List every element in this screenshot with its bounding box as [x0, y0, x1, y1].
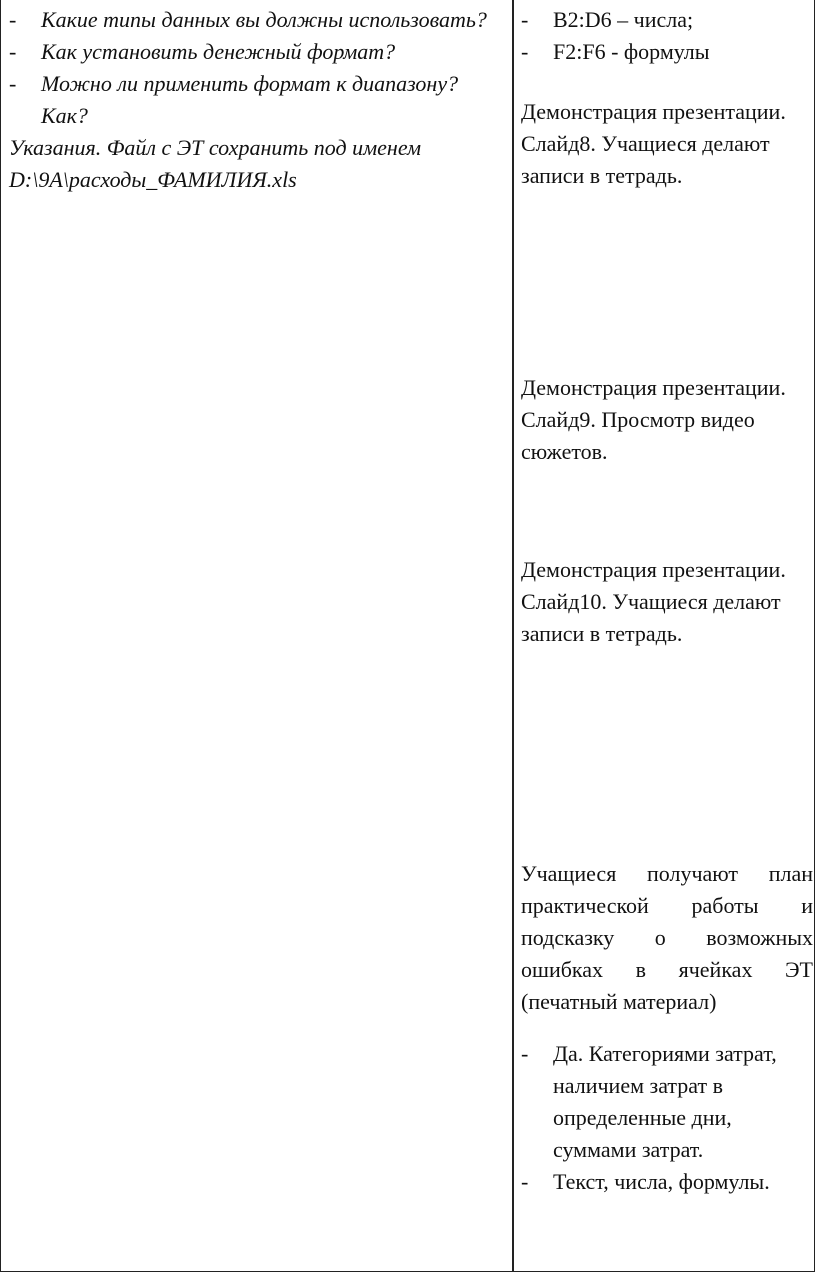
range-list: [521, 4, 813, 68]
question-text: Как установить денежный формат?: [41, 39, 396, 64]
left-column: [9, 4, 504, 196]
range-text: B2:D6 – числа;: [553, 7, 694, 32]
dash-marker: -: [521, 39, 529, 64]
answer-text: Текст, числа, формулы.: [553, 1169, 770, 1194]
question-item: [9, 4, 504, 36]
answer-list: [521, 1038, 813, 1198]
question-item: [9, 68, 504, 132]
question-item: [9, 36, 504, 68]
demo-slide8: Демонстрация презентации. Слайд8. Учащиеся делают записи в тетрадь.: [521, 99, 786, 188]
range-item: [521, 4, 813, 36]
range-text: F2:F6 - формулы: [553, 39, 710, 64]
answer-item: [521, 1166, 813, 1198]
dash-marker: -: [521, 1169, 529, 1194]
demo-slide10: Демонстрация презентации. Слайд10. Учащиеся делают записи в тетрадь.: [521, 557, 786, 646]
range-item: [521, 36, 813, 68]
instructions-note: Указания. Файл с ЭТ сохранить под именем D:\9А\расходы_ФАМИЛИЯ.xls: [9, 135, 422, 192]
dash-marker: -: [9, 71, 17, 96]
dash-marker: -: [521, 1041, 529, 1066]
column-divider: [512, 0, 514, 1272]
dash-marker: -: [521, 7, 529, 32]
dash-marker: -: [9, 7, 17, 32]
answer-item: [521, 1038, 813, 1166]
question-text: Можно ли применить формат к диапазону? Как?: [41, 71, 459, 128]
dash-marker: -: [9, 39, 17, 64]
question-text: Какие типы данных вы должны использовать?: [41, 7, 487, 32]
answer-text: Да. Категориями затрат, наличием затрат в определенные дни, суммами затрат.: [553, 1041, 777, 1162]
demo-slide9: Демонстрация презентации. Слайд9. Просмотр видео сюжетов.: [521, 375, 786, 464]
practical-work-text: Учащиеся получают план практической работы и подсказку о возможных ошибках в ячейках ЭТ (печатный материал): [521, 861, 813, 1014]
